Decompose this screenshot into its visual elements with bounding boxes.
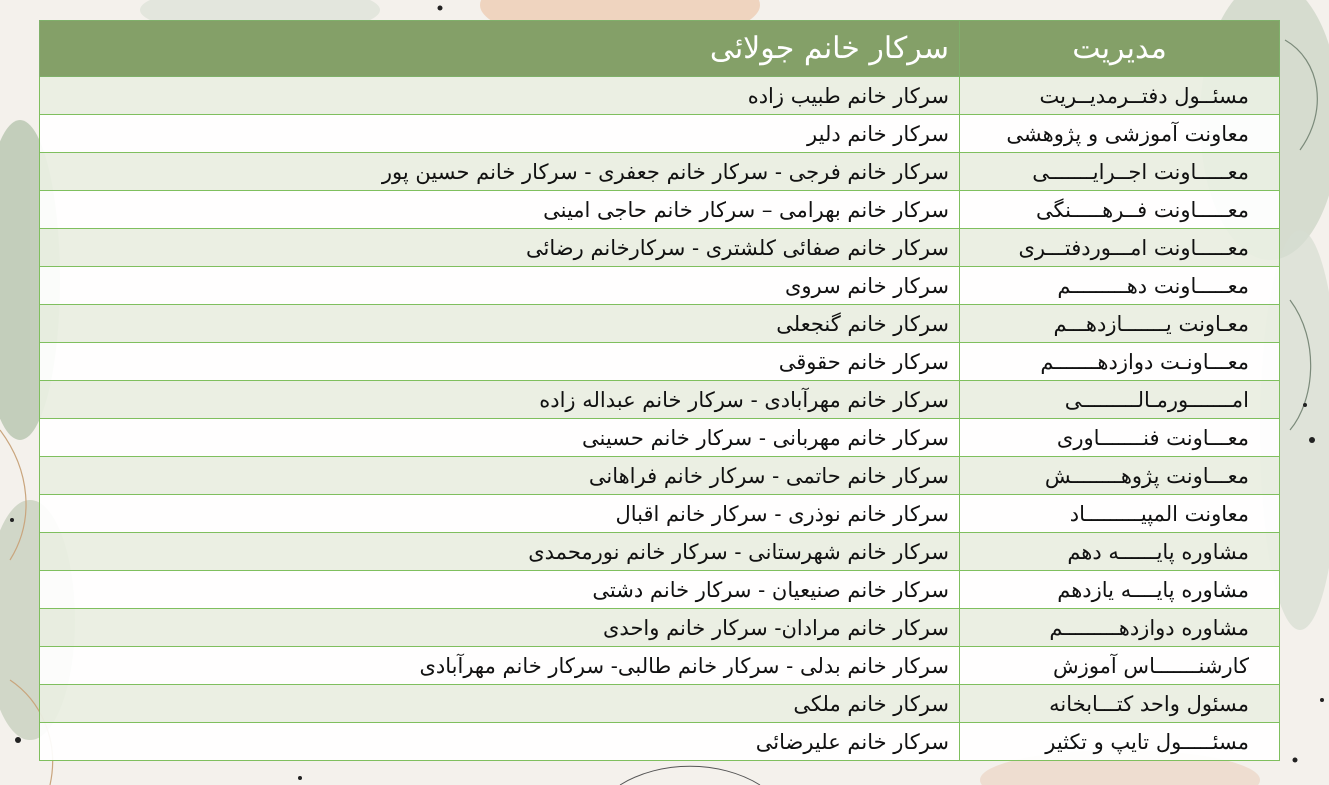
role-cell: معـــاونت فنـــــــاوری (960, 419, 1280, 457)
header-role-cell: مدیریت (960, 21, 1280, 77)
names-cell: سرکار خانم بهرامی – سرکار خانم حاجی امینی (40, 191, 960, 229)
table-row (40, 305, 1280, 343)
table-row (40, 229, 1280, 267)
role-cell: مشاوره دوازدهـــــــــم (960, 609, 1280, 647)
table-row (40, 723, 1280, 761)
role-cell: مسئــول دفتــرمدیــریت (960, 77, 1280, 115)
table-row (40, 533, 1280, 571)
names-cell: سرکار خانم مرادان- سرکار خانم واحدی (40, 609, 960, 647)
table-row (40, 77, 1280, 115)
table-row (40, 647, 1280, 685)
role-cell: امـــــــورمـالـــــــــی (960, 381, 1280, 419)
role-cell: مسئول واحد کتـــابخانه (960, 685, 1280, 723)
names-cell: سرکار خانم ملکی (40, 685, 960, 723)
role-cell: معـــــاونت فــرهـــــنگی (960, 191, 1280, 229)
names-cell: سرکار خانم طبیب زاده (40, 77, 960, 115)
names-cell: سرکار خانم مهرآبادی - سرکار خانم عبداله زاده (40, 381, 960, 419)
table-row (40, 153, 1280, 191)
table-row (40, 571, 1280, 609)
names-cell: سرکار خانم دلیر (40, 115, 960, 153)
table-row (40, 343, 1280, 381)
names-cell: سرکار خانم صنیعیان - سرکار خانم دشتی (40, 571, 960, 609)
table-row (40, 191, 1280, 229)
names-cell: سرکار خانم مهربانی - سرکار خانم حسینی (40, 419, 960, 457)
names-cell: سرکار خانم شهرستانی - سرکار خانم نورمحمدی (40, 533, 960, 571)
role-cell: معـــــاونت دهـــــــــم (960, 267, 1280, 305)
names-cell: سرکار خانم بدلی - سرکار خانم طالبی- سرکار خانم مهرآبادی (40, 647, 960, 685)
header-name-cell: سرکار خانم جولائی (40, 21, 960, 77)
role-cell: مشاوره پایــــــه دهم (960, 533, 1280, 571)
role-cell: معـــــاونت اجــرایـــــــی (960, 153, 1280, 191)
role-cell: کارشنـــــــاس آموزش (960, 647, 1280, 685)
table-row (40, 419, 1280, 457)
table-header-row (40, 21, 1280, 77)
names-cell: سرکار خانم صفائی کلشتری - سرکارخانم رضائی (40, 229, 960, 267)
names-cell: سرکار خانم فرجی - سرکار خانم جعفری - سرکار خانم حسین پور (40, 153, 960, 191)
role-cell: مشاوره پایــــه یازدهم (960, 571, 1280, 609)
names-cell: سرکار خانم گنجعلی (40, 305, 960, 343)
names-cell: سرکار خانم علیرضائی (40, 723, 960, 761)
role-cell: معـــــاونت امـــوردفتـــری (960, 229, 1280, 267)
role-cell: معـــاونت پژوهــــــــش (960, 457, 1280, 495)
table-row (40, 457, 1280, 495)
table-row (40, 609, 1280, 647)
role-cell: معاونت المپیـــــــــاد (960, 495, 1280, 533)
table-row (40, 115, 1280, 153)
names-cell: سرکار خانم نوذری - سرکار خانم اقبال (40, 495, 960, 533)
role-cell: معـاونت یـــــــازدهـــم (960, 305, 1280, 343)
role-cell: مسئـــــول تایپ و تکثیر (960, 723, 1280, 761)
table-row (40, 685, 1280, 723)
names-cell: سرکار خانم سروی (40, 267, 960, 305)
table-row (40, 495, 1280, 533)
table-row (40, 267, 1280, 305)
table-row (40, 381, 1280, 419)
role-cell: معاونت آموزشی و پژوهشی (960, 115, 1280, 153)
staff-table (39, 20, 1280, 761)
role-cell: معـــاونـت دوازدهـــــــم (960, 343, 1280, 381)
names-cell: سرکار خانم حاتمی - سرکار خانم فراهانی (40, 457, 960, 495)
names-cell: سرکار خانم حقوقی (40, 343, 960, 381)
